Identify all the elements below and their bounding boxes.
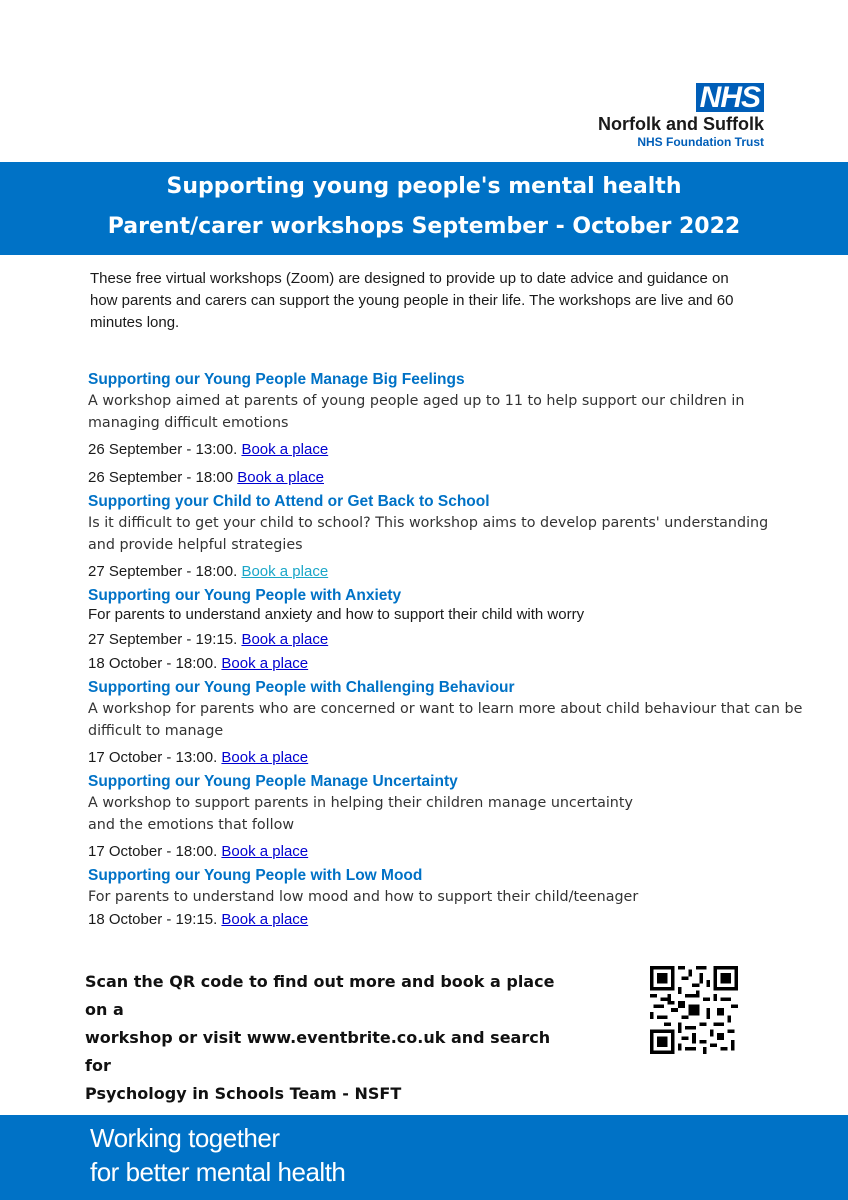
book-place-link[interactable]: Book a place: [221, 843, 309, 860]
footer-tagline: Working together: [90, 1123, 280, 1153]
workshop-title: Supporting your Child to Attend or Get Back to School: [88, 493, 490, 510]
workshop-item: [88, 586, 808, 674]
footer-banner: [0, 1115, 848, 1200]
nhs-logo: [574, 83, 764, 149]
trust-subtitle: NHS Foundation Trust: [637, 135, 764, 149]
nhs-badge: NHS: [696, 83, 764, 112]
session-row: [88, 630, 808, 650]
session-time: 17 October - 18:00.: [88, 843, 218, 860]
workshop-description: Is it difficult to get your child to school? This workshop aims to develop parents' understanding and provide helpful strategies: [88, 515, 769, 553]
scan-line: Scan the QR code to find out more and book a place on a: [85, 972, 555, 1019]
workshop-item: [88, 678, 808, 768]
session-row: [88, 910, 808, 930]
session-time: 17 October - 13:00.: [88, 749, 218, 766]
intro-text: These free virtual workshops (Zoom) are designed to provide up to date advice and guidance on how parents and carers can support the young people in their life. The workshops are live and 60 minutes long.: [90, 270, 734, 331]
session-time: 27 September - 18:00.: [88, 563, 238, 580]
scan-line: workshop or visit www.eventbrite.co.uk and search for: [85, 1028, 551, 1075]
workshop-title: Supporting our Young People Manage Uncertainty: [88, 773, 458, 790]
workshop-description: For parents to understand low mood and how to support their child/teenager: [88, 889, 639, 905]
book-place-link[interactable]: Book a place: [241, 441, 329, 458]
workshop-description-line: A workshop to support parents in helping their children manage uncertainty: [88, 795, 633, 811]
scan-line: Psychology in Schools Team - NSFT: [85, 1084, 402, 1103]
page-subtitle: Parent/carer workshops September - October 2022: [107, 214, 741, 239]
book-place-link[interactable]: Book a place: [241, 631, 329, 648]
workshop-item: [88, 866, 808, 930]
workshop-description: A workshop for parents who are concerned or want to learn more about child behaviour that can be difficult to manage: [88, 701, 803, 739]
workshop-list: [88, 370, 808, 934]
workshop-description: For parents to understand anxiety and how to support their child with worry: [88, 606, 585, 623]
qr-code-icon[interactable]: [650, 966, 738, 1054]
workshop-title: Supporting our Young People with Low Mood: [88, 867, 423, 884]
book-place-link[interactable]: Book a place: [237, 469, 324, 486]
scan-instructions: [85, 968, 555, 1108]
session-row: [88, 842, 808, 862]
session-time: 18 October - 19:15.: [88, 911, 218, 928]
session-time: 26 September - 13:00.: [88, 441, 238, 458]
workshop-title: Supporting our Young People with Challenging Behaviour: [88, 679, 515, 696]
title-banner: [0, 162, 848, 255]
session-row: [88, 468, 808, 488]
book-place-link[interactable]: Book a place: [221, 911, 309, 928]
workshop-description: A workshop aimed at parents of young people aged up to 11 to help support our children in managing difficult emotions: [88, 393, 745, 431]
session-row: [88, 654, 808, 674]
book-place-link[interactable]: Book a place: [221, 749, 309, 766]
session-row: [88, 562, 808, 582]
workshop-item: [88, 370, 808, 488]
workshop-item: [88, 772, 808, 862]
session-time: 18 October - 18:00.: [88, 655, 218, 672]
workshop-description-line: and the emotions that follow: [88, 817, 295, 833]
footer-tagline: for better mental health: [90, 1157, 346, 1187]
session-row: [88, 748, 808, 768]
page-title: Supporting young people's mental health: [166, 174, 682, 199]
session-row: [88, 440, 808, 460]
book-place-link[interactable]: Book a place: [221, 655, 309, 672]
book-place-link[interactable]: Book a place: [241, 563, 329, 580]
trust-name: Norfolk and Suffolk: [598, 114, 764, 134]
workshop-item: [88, 492, 808, 582]
workshop-title: Supporting our Young People with Anxiety: [88, 587, 402, 604]
session-time: 26 September - 18:00: [88, 469, 234, 486]
session-time: 27 September - 19:15.: [88, 631, 238, 648]
workshop-title: Supporting our Young People Manage Big Feelings: [88, 371, 465, 388]
